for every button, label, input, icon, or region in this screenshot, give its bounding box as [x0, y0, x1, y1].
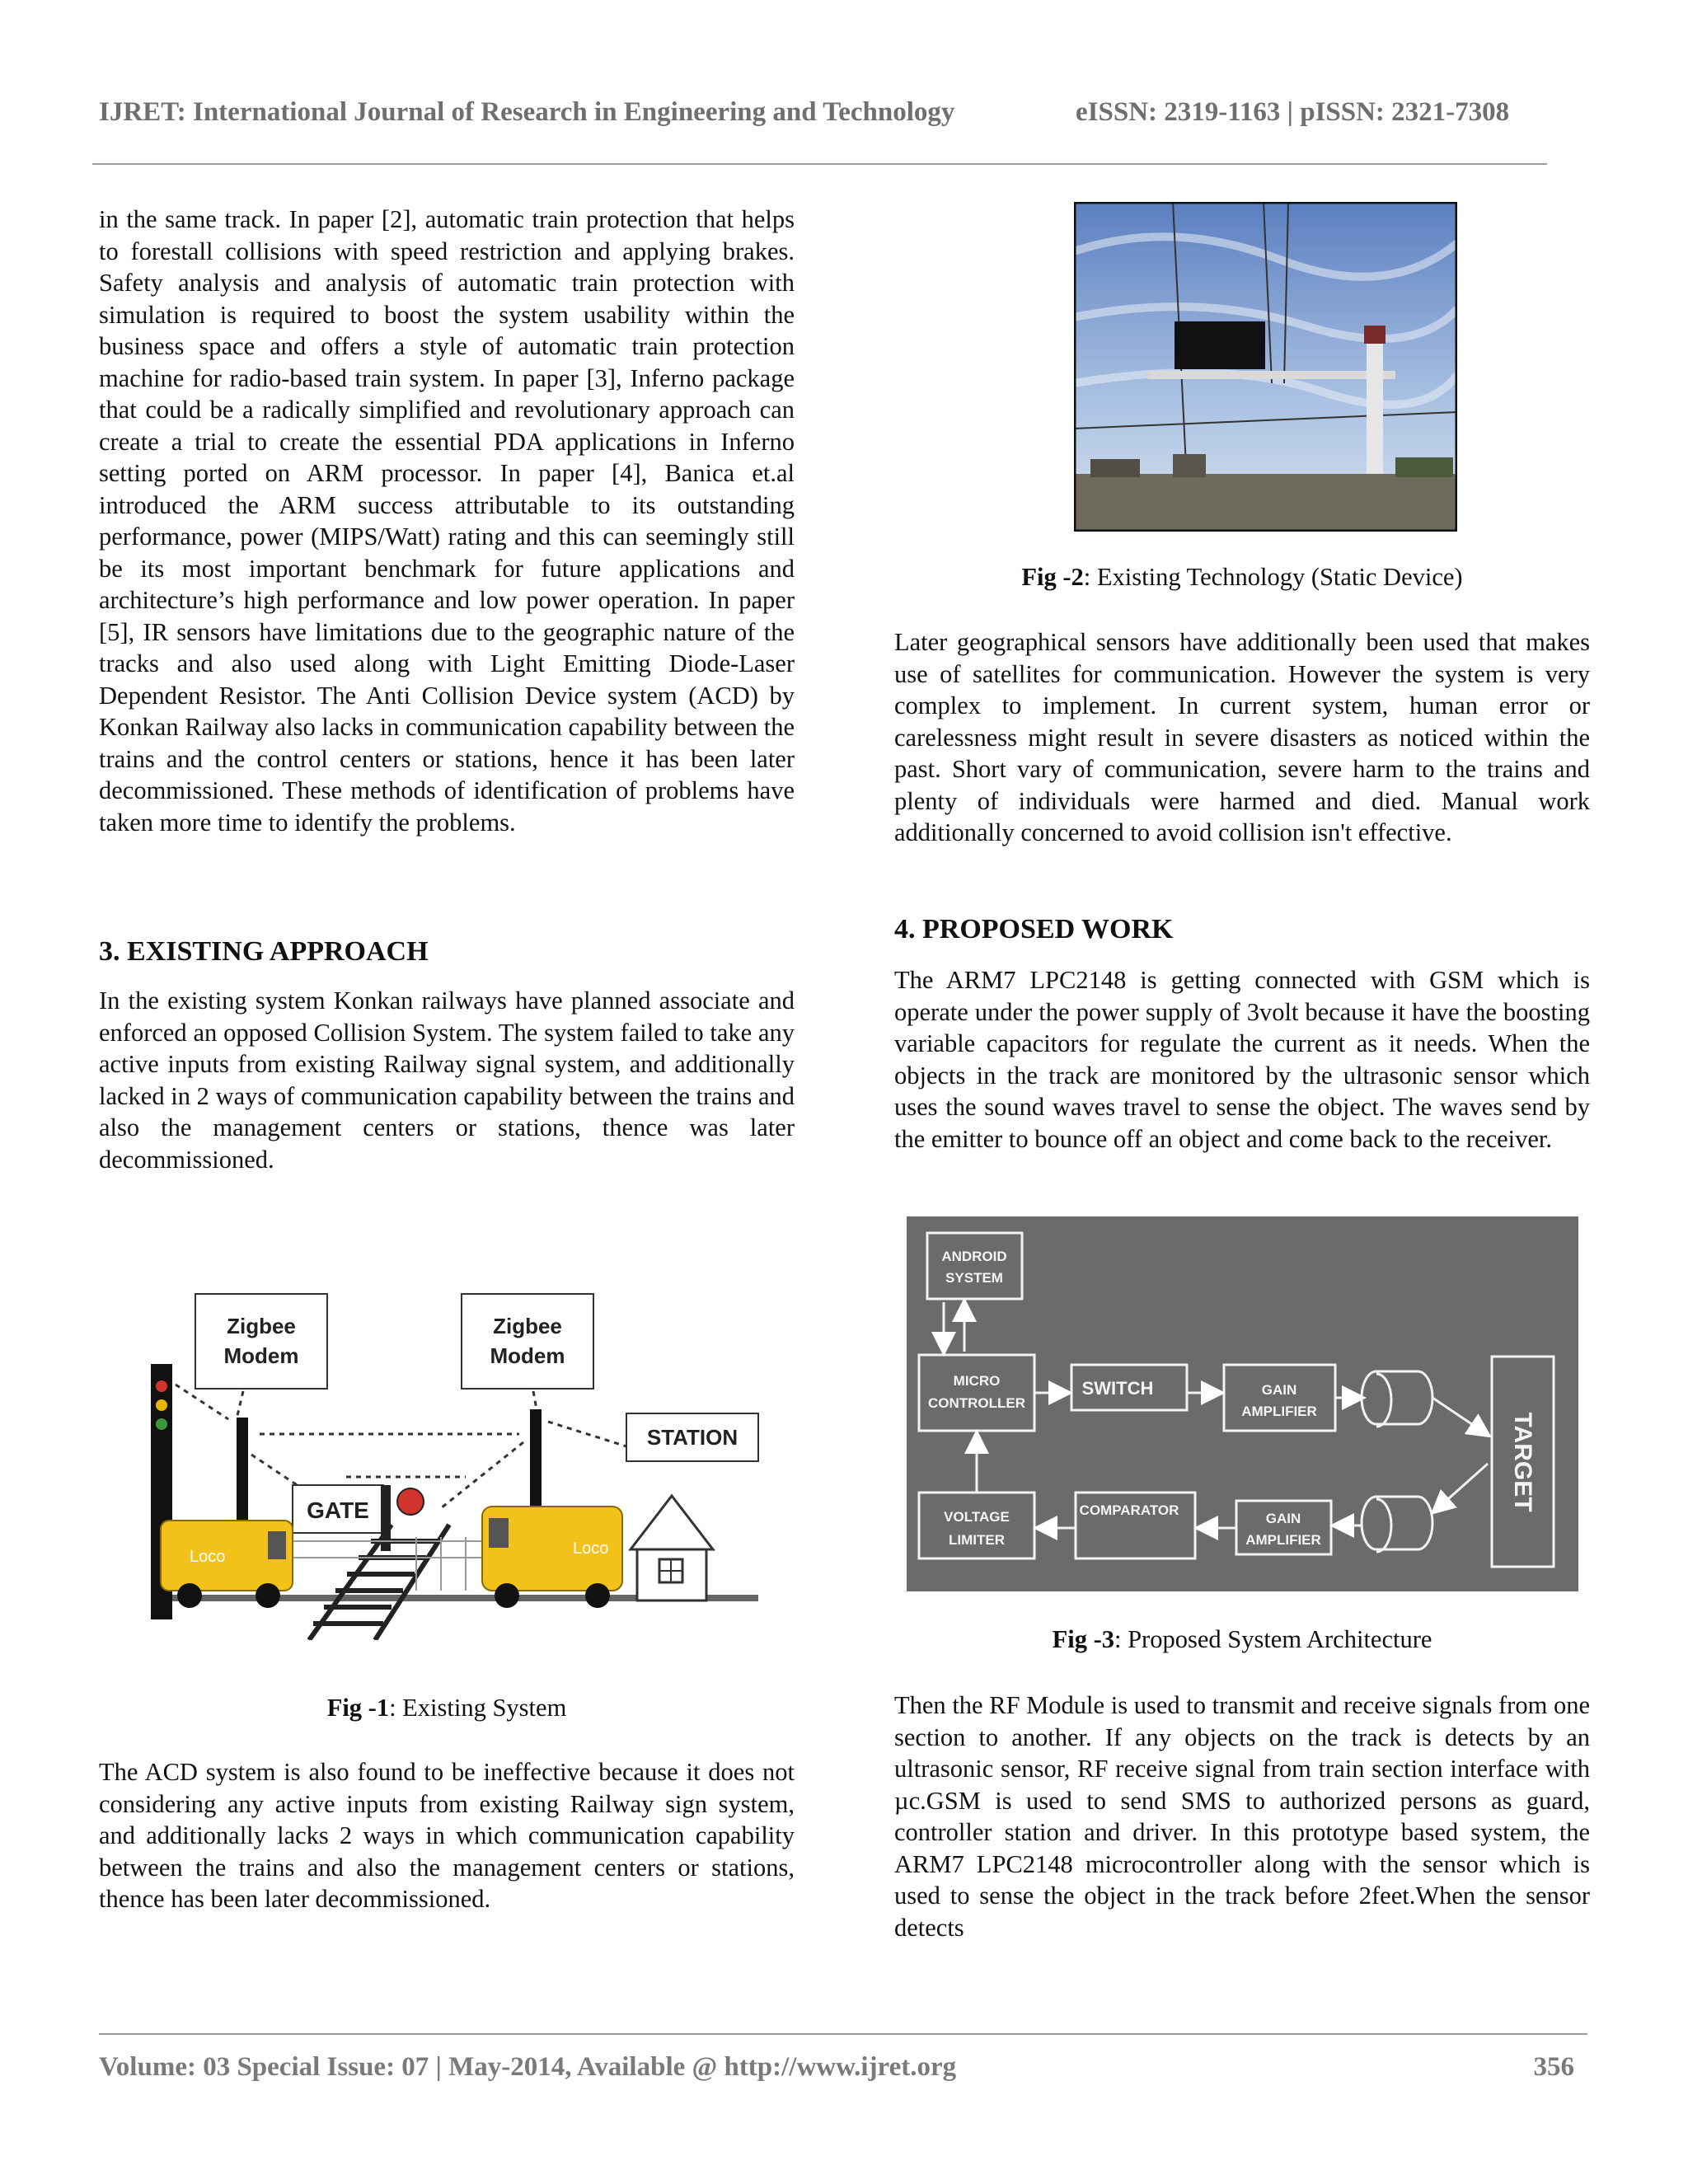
micro-line2: CONTROLLER — [927, 1395, 1026, 1411]
zigbee-2-line1: Zigbee — [493, 1314, 562, 1338]
loco-1-antenna — [237, 1418, 248, 1529]
loco-1-window — [268, 1531, 286, 1559]
photo-building-1 — [1090, 459, 1140, 477]
fig2-caption — [894, 563, 1590, 592]
journal-title: IJRET: International Journal of Research in Engineering and Technology — [99, 97, 955, 127]
gain-bottom-line1: GAIN — [1265, 1511, 1301, 1526]
loco-2-wheel-1 — [495, 1583, 519, 1608]
zigbee-2-line2: Modem — [490, 1343, 565, 1368]
gate-red-signal — [397, 1488, 424, 1515]
gantry-beam — [1148, 371, 1395, 379]
footer-rule — [99, 2033, 1587, 2035]
gain-top-line2: AMPLIFIER — [1241, 1404, 1317, 1419]
loco-2-window — [489, 1518, 509, 1548]
comparator-label: COMPARATOR — [1079, 1502, 1179, 1518]
running-footer — [99, 2052, 1574, 2083]
section4-heading: 4. PROPOSED WORK — [894, 914, 1174, 944]
photo-ground — [1074, 474, 1457, 532]
static-device-display — [1175, 321, 1265, 369]
target-label: TARGET — [1509, 1412, 1536, 1512]
loco-2-wheel-2 — [585, 1583, 610, 1608]
acd-paragraph: The ACD system is also found to be ineffective because it does not considering any active inputs from existing Railway sign system, and additionally lacks 2 ways in which communication capability between the trains and also the management centers or stations, thence has been later decommissioned. — [99, 1758, 795, 1913]
station-label: STATION — [646, 1425, 738, 1450]
pole-lamp — [1364, 326, 1386, 344]
fig3-proposed-architecture — [907, 1216, 1578, 1591]
gain-bottom-line2: AMPLIFIER — [1245, 1532, 1321, 1548]
right-rf — [894, 1690, 1590, 1943]
signal-green-light — [156, 1418, 167, 1430]
left-intro — [99, 204, 795, 838]
loco-1-wheel-1 — [177, 1583, 202, 1608]
fig3-label: Fig -3 — [1052, 1625, 1114, 1653]
later-paragraph: Later geographical sensors have additionally been used that makes use of satellites for communication. However the system is very complex to implement. In current system, human error or carelessness might result in severe disasters as noticed within the past. Short vary of communication, severe harm to the trains and plenty of individuals were harmed and died. Manual work additionally concerned to avoid collision isn't effective. — [894, 628, 1590, 846]
loco-2-label: Loco — [573, 1540, 609, 1558]
switch-label: SWITCH — [1081, 1378, 1154, 1399]
voltage-line2: LIMITER — [949, 1532, 1005, 1548]
fig1-existing-system — [144, 1277, 771, 1640]
right-later — [894, 626, 1590, 849]
fig2-label: Fig -2 — [1021, 563, 1084, 591]
running-header — [99, 97, 1541, 128]
signal-red-light — [156, 1380, 167, 1392]
loco-1-wheel-2 — [256, 1583, 280, 1608]
fig3-caption-text: : Proposed System Architecture — [1114, 1625, 1432, 1653]
rf-paragraph: Then the RF Module is used to transmit and receive signals from one section to another. If any objects on the track is detects by an ultrasonic sensor, RF receive signal from train section interface with µc.GSM is used to send SMS to authorized persons as guard, controller station and driver. In this prototype based system, the ARM7 LPC2148 microcontroller along with the sensor which is used to sense the object in the track before 2feet.When the sensor detects — [894, 1691, 1590, 1942]
section3-paragraph: In the existing system Konkan railways have planned associate and enforced an opposed Collision System. The system failed to take any active inputs from existing Railway signal system, and additionally lacked in 2 ways of communication capability between the trains and also the management centers or stations, thence was later decommissioned. — [99, 987, 795, 1174]
loco-1-label: Loco — [190, 1548, 226, 1566]
intro-paragraph: in the same track. In paper [2], automatic train protection that helps to forestall collisions with speed restriction and applying brakes. Safety analysis and analysis of automatic train protection with simulation is required to boost the system usability within the business space and offers a style of automatic train protection machine for radio-based train system. In paper [3], Inferno package that could be a radically simplified and revolutionary approach can create a trial to create the essential PDA applications in Inferno setting ported on ARM processor. In paper [4], Banica et.al introduced the ARM success attributable to its outstanding performance, power (MIPS/Watt) rating and this can seemingly still be its most important benchmark for future applications and architecture’s high performance and low power operation. In paper [5], IR sensors have limitations due to the geographic nature of the tracks and also used along with Light Emitting Diode-Laser Dependent Resistor. The Anti Collision Device system (ACD) by Konkan Railway also lacks in communication capability between the trains and the control centers or stations, hence it has been later decommissioned. These methods of identification of problems have taken more time to identify the problems. — [99, 205, 795, 837]
android-line1: ANDROID — [941, 1249, 1007, 1264]
android-line2: SYSTEM — [945, 1270, 1003, 1286]
signal-yellow-light — [156, 1399, 167, 1411]
issn-numbers: eISSN: 2319-1163 | pISSN: 2321-7308 — [1076, 97, 1510, 127]
gate-label: GATE — [307, 1497, 369, 1523]
photo-building-2 — [1173, 454, 1206, 477]
fig3-caption — [894, 1625, 1590, 1654]
section3-heading: 3. EXISTING APPROACH — [99, 936, 429, 967]
left-section3 — [99, 985, 795, 1175]
volume-info: Volume: 03 Special Issue: 07 | May-2014, Available @ http://www.ijret.org — [99, 2052, 957, 2082]
micro-line1: MICRO — [953, 1373, 1001, 1389]
fig1-caption-text: : Existing System — [389, 1694, 567, 1722]
gain-top-line1: GAIN — [1261, 1382, 1297, 1398]
section4-paragraph: The ARM7 LPC2148 is getting connected with GSM which is operate under the power supply of 3volt because it have the boosting variable capacitors for regulate the current as it needs. When the objects in the track are monitored by the ultrasonic sensor which uses the sound waves travel to sense the object. The waves send by the emitter to bounce off an object and come back to the receiver. — [894, 966, 1590, 1153]
page-number: 356 — [1533, 2052, 1574, 2082]
header-rule — [92, 163, 1547, 165]
left-acd — [99, 1756, 795, 1915]
fig1-label: Fig -1 — [326, 1694, 390, 1722]
zigbee-1-line2: Modem — [223, 1343, 299, 1368]
fig1-caption — [99, 1694, 795, 1722]
zigbee-modem-2 — [462, 1294, 593, 1389]
fig2-caption-text: : Existing Technology (Static Device) — [1083, 563, 1463, 591]
right-section4 — [894, 964, 1590, 1155]
zigbee-1-line1: Zigbee — [227, 1314, 296, 1338]
photo-trees — [1395, 457, 1453, 477]
voltage-line1: VOLTAGE — [944, 1509, 1010, 1525]
fig2-existing-technology-photo — [1074, 202, 1457, 532]
zigbee-modem-1 — [195, 1294, 327, 1389]
